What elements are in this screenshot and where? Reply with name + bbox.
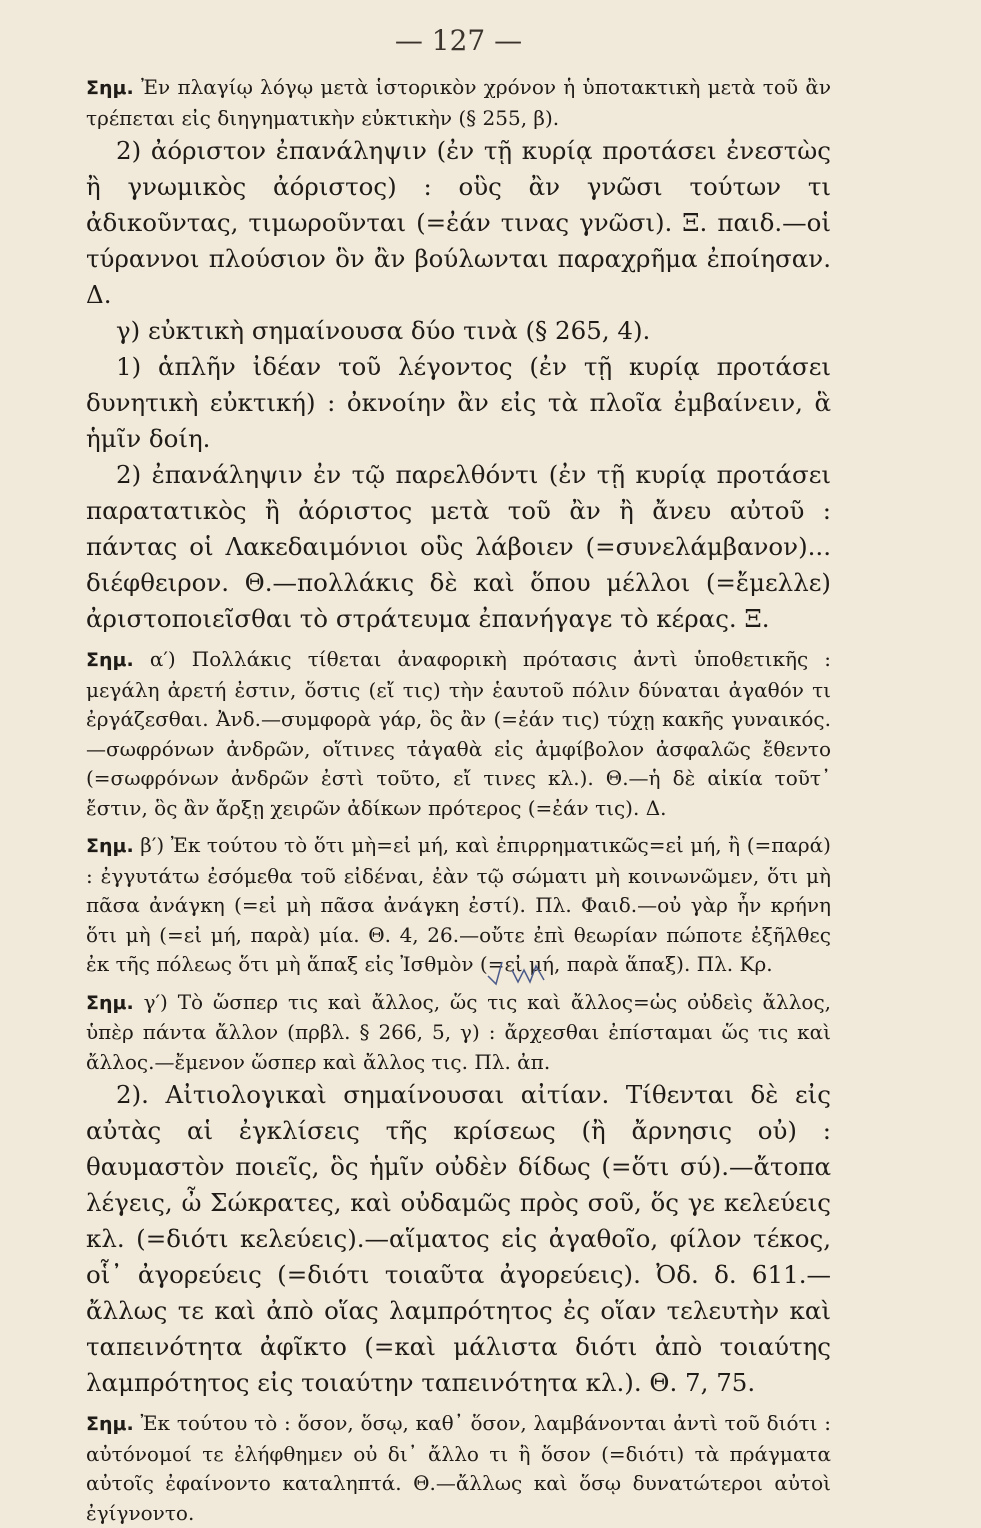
note-label: Σημ. [86, 649, 134, 671]
paragraph-text: 2) ἐπανάληψιν ἐν τῷ παρελθόντι (ἐν τῇ κυρίᾳ προτάσει παρατατικὸς ἢ ἀόριστος μετὰ τοῦ ἂν ἢ ἄνευ αὐτοῦ : πάντας οἱ Λακεδαιμόνιοι οὓς λάβοιεν (=συνελάμβανον)... διέφθειρον. Θ.—πολλάκις δὲ καὶ ὅπου μέλλοι (=ἔμελλε) ἀριστοποιεῖσθαι τὸ στράτευμα ἐπανήγαγε τὸ κέρας. Ξ. [86, 460, 831, 633]
note-label: Σημ. [86, 835, 134, 857]
note-text: γ′) Τὸ ὥσπερ τις καὶ ἄλλος, ὥς τις καὶ ἄλλος=ὡς οὐδεὶς ἄλλος, ὑπὲρ πάντα ἄλλον (πρβλ. § 266, 5, γ) : ἄρχεσθαι ἐπίσταμαι ὥς τις καὶ ἄλλος.—ἔμενον ὥσπερ καὶ ἄλλος τις. Πλ. ἀπ. [86, 989, 831, 1074]
note-label: Σημ. [86, 77, 134, 99]
paragraph-1-simple-idea [86, 349, 831, 457]
paragraph-causal [86, 1077, 831, 1401]
paragraph-text: 1) ἁπλῆν ἰδέαν τοῦ λέγοντος (ἐν τῇ κυρίᾳ προτάσει δυνητικὴ εὐκτική) : ὀκνοίην ἂν εἰς τὰ πλοῖα ἐμβαίνειν, ἃ ἡμῖν δοίη. [86, 352, 831, 453]
note-label: Σημ. [86, 1413, 134, 1435]
note-gamma [86, 988, 831, 1078]
note-beta [86, 831, 831, 980]
note-text: Ἐκ τούτου τὸ : ὅσον, ὅσῳ, καθ᾽ ὅσον, λαμβάνονται ἀντὶ τοῦ διότι : αὐτόνομοί τε ἐλήφθημεν οὐ δι᾽ ἄλλο τι ἢ ὅσον (=διότι) τὰ πράγματα αὐτοῖς ἐφαίνοντο καταληπτά. Θ.—ἄλλως καὶ ὅσῳ δυνατώτεροι αὐτοὶ ἐγίγνοντο. [86, 1411, 832, 1525]
note-text: β′) Ἐκ τούτου τὸ ὅτι μὴ=εἰ μή, καὶ ἐπιρρηματικῶς=εἰ μή, ἢ (=παρά) : ἐγγυτάτω ἐσόμεθα τοῦ εἰδέναι, ἐὰν τῷ σώματι μὴ κοινωνῶμεν, ὅτι μὴ πᾶσα ἀνάγκη (=εἰ μὴ πᾶσα ἀνάγκη ἐστί). Πλ. Φαιδ.—οὐ γὰρ ἦν κρήνη ὅτι μὴ (=εἰ μή, παρὰ) μία. Θ. 4, 26.—οὔτε ἐπὶ θεωρίαν πώποτε ἐξῆλθες ἐκ τῆς πόλεως ὅτι μὴ ἅπαξ εἰς Ἰσθμὸν (=εἰ μή, παρὰ ἅπαξ). Πλ. Κρ. [86, 833, 831, 976]
note-text: Ἐν πλαγίῳ λόγῳ μετὰ ἱστορικὸν χρόνον ἡ ὑποτακτικὴ μετὰ τοῦ ἂν τρέπεται εἰς διηγηματικὴν εὐκτικὴν (§ 255, β). [86, 75, 831, 130]
note-alpha [86, 645, 831, 823]
pencil-scribble-icon [486, 956, 566, 992]
note-paragraph-1 [86, 73, 831, 133]
note-hoson [86, 1409, 831, 1528]
note-label: Σημ. [86, 991, 134, 1014]
note-text: α′) Πολλάκις τίθεται ἀναφορικὴ πρότασις ἀντὶ ὑποθετικῆς : μεγάλη ἀρετή ἐστιν, ὅστις (εἴ τις) τὴν ἑαυτοῦ πόλιν δύναται ἀγαθόν τι ἐργάζεσθαι. Ἀνδ.—συμφορὰ γάρ, ὃς ἂν (=ἐάν τις) τύχῃ κακῆς γυναικός.—σωφρόνων ἀνδρῶν, οἵτινες τἀγαθὰ εἰς ἀμφίβολον ἀσφαλῶς ἔθεντο (=σωφρόνων ἀνδρῶν ἐστὶ τοῦτο, εἴ τινες κλ.). Θ.—ἡ δὲ αἰκία τοῦτ᾽ ἔστιν, ὃς ἂν ἄρξῃ χειρῶν ἀδίκων πρότερος (=ἐάν τις). Δ. [86, 647, 832, 820]
paragraph-2-aorist [86, 133, 831, 313]
paragraph-text: 2). Αἰτιολογικαὶ σημαίνουσαι αἰτίαν. Τίθενται δὲ εἰς αὐτὰς αἱ ἐγκλίσεις τῆς κρίσεως (ἢ ἄρνησις οὐ) : θαυμαστὸν ποιεῖς, ὃς ἡμῖν οὐδὲν δίδως (=ὅτι σύ).—ἄτοπα λέγεις, ὦ Σώκρατες, καὶ οὐδαμῶς πρὸς σοῦ, ὅς γε κελεύεις κλ. (=διότι κελεύεις).—αἵματος εἰς ἀγαθοῖο, φίλον τέκος, οἷ᾽ ἀγορεύεις (=διότι τοιαῦτα ἀγορεύεις). Ὀδ. δ. 611.—ἄλλως τε καὶ ἀπὸ οἵας λαμπρότητος ἐς οἵαν τελευτὴν καὶ ταπεινότητα ἀφῖκτο (=καὶ μάλιστα διότι ἀπὸ τοιαύτης λαμπρότητος εἰς τοιαύτην ταπεινότητα κλ.). Θ. 7, 75. [86, 1080, 831, 1397]
paragraph-2-repetition [86, 457, 831, 637]
paragraph-text: 2) ἀόριστον ἐπανάληψιν (ἐν τῇ κυρίᾳ προτάσει ἐνεστὼς ἢ γνωμικὸς ἀόριστος) : οὓς ἂν γνῶσι τούτων τι ἀδικοῦντας, τιμωροῦνται (=ἐάν τινας γνῶσι). Ξ. παιδ.—οἱ τύραννοι πλούσιον ὃν ἂν βούλωνται παραχρῆμα ἐποίησαν. Δ. [86, 136, 831, 309]
paragraph-gamma-optative [86, 313, 831, 349]
paragraph-text: γ) εὐκτικὴ σημαίνουσα δύο τινὰ (§ 265, 4). [116, 316, 651, 345]
page-number: — 127 — [394, 24, 523, 57]
